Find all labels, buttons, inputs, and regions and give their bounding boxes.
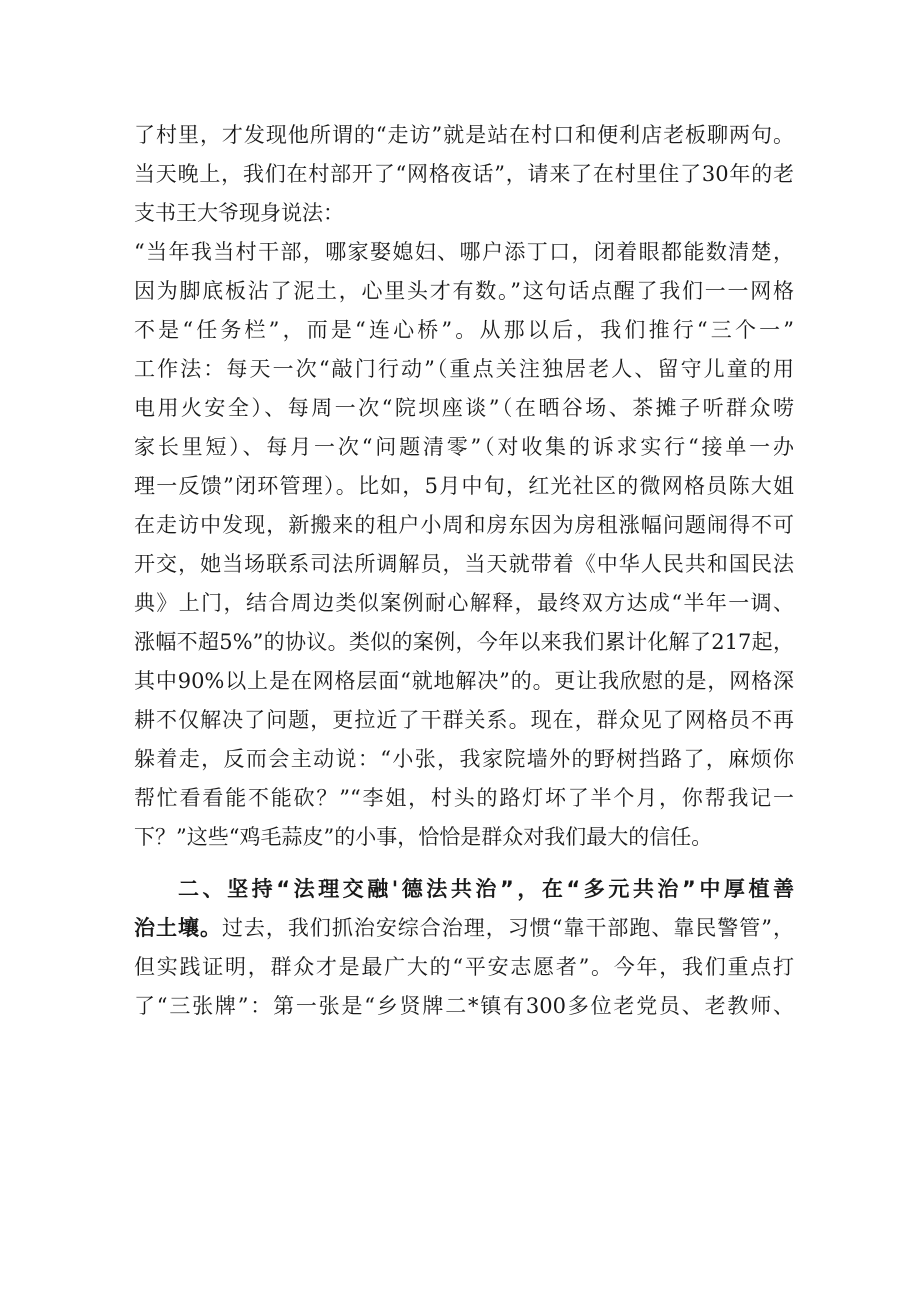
- paragraph-line: 其中90%以上是在网格层面“就地解决”的。更让我欣慰的是，网格深: [134, 669, 794, 693]
- paragraph-line: 典》上门，结合周边类似案例耐心解释，最终双方达成“半年一调、: [134, 591, 794, 615]
- paragraph-line: 涨幅不超5%”的协议。类似的案例，今年以来我们累计化解了217起，: [134, 630, 794, 654]
- paragraph-line: 了村里，才发现他所谓的“走访”就是站在村口和便利店老板聊两句。: [134, 123, 794, 147]
- paragraph-line: 了“三张牌”：第一张是“乡贤牌二*镇有300多位老党员、老教师、: [134, 994, 794, 1018]
- paragraph-line: 躲着走，反而会主动说：“小张，我家院墙外的野树挡路了，麻烦你: [134, 747, 794, 771]
- paragraph-text: 过去，我们抓治安综合治理，习惯“靠干部跑、靠民警管”，: [221, 916, 794, 940]
- paragraph-line: 因为脚底板沾了泥土，心里头才有数。”这句话点醒了我们一一网格: [134, 279, 794, 303]
- paragraph-line: 电用火安全）、每周一次“院坝座谈”（在晒谷场、茶摊子听群众唠: [134, 396, 794, 420]
- paragraph-line: 家长里短）、每月一次“问题清零”（对收集的诉求实行“接单一办: [134, 435, 794, 459]
- document-body: [134, 116, 794, 1026]
- paragraph-line: 当天晚上，我们在村部开了“网格夜话”，请来了在村里住了30年的老: [134, 162, 794, 186]
- paragraph-line: 工作法：每天一次“敲门行动”（重点关注独居老人、留守儿童的用: [134, 357, 794, 381]
- paragraph-line: 不是“任务栏”，而是“连心桥”。从那以后，我们推行“三个一”: [134, 318, 794, 342]
- quote-line: “当年我当村干部，哪家娶媳妇、哪户添丁口，闭着眼都能数清楚，: [134, 240, 794, 264]
- paragraph-line: 在走访中发现，新搬来的租户小周和房东因为房租涨幅问题闹得不可: [134, 513, 794, 537]
- paragraph-line: 支书王大爷现身说法：: [134, 201, 344, 225]
- section-heading: 二、坚持“法理交融'德法共治”，在“多元共治”中厚植善: [178, 877, 794, 901]
- paragraph-line: 开交，她当场联系司法所调解员，当天就带着《中华人民共和国民法: [134, 552, 794, 576]
- paragraph-line: 下？”这些“鸡毛蒜皮”的小事，恰恰是群众对我们最大的信任。: [134, 825, 713, 849]
- paragraph-line: 耕不仅解决了问题，更拉近了干群关系。现在，群众见了网格员不再: [134, 708, 794, 732]
- section-heading-continuation: [134, 909, 794, 948]
- section-heading-tail: 治土壤。: [134, 916, 222, 940]
- paragraph-line: 理一反馈”闭环管理）。比如，5月中旬，红光社区的微网格员陈大姐: [134, 474, 794, 498]
- paragraph-line: 但实践证明，群众才是最广大的“平安志愿者”。今年，我们重点打: [134, 955, 794, 979]
- paragraph-line: 帮忙看看能不能砍？”“李姐，村头的路灯坏了半个月，你帮我记一: [134, 786, 794, 810]
